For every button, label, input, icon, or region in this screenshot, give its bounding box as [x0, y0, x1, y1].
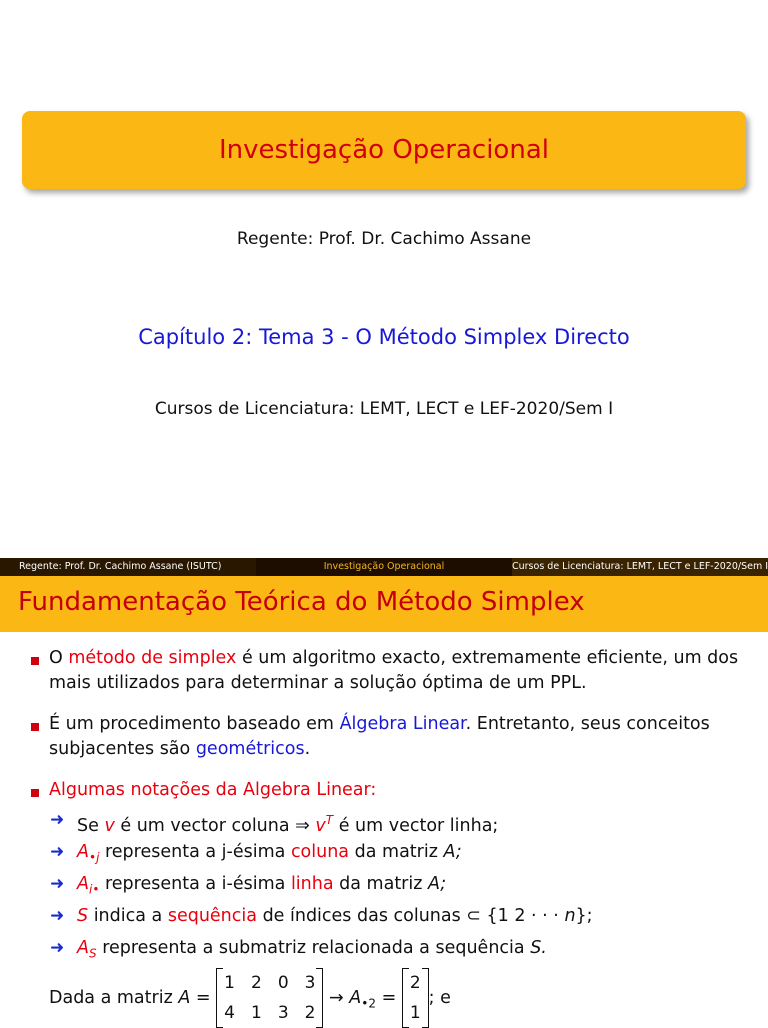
notation-transpose: Se v é um vector coluna ⇒ $v^T$ é um vector linha;	[77, 813, 499, 836]
bullet-2-line-1: É um procedimento baseado em Álgebra Linear. Entretanto, seus conceitos	[49, 714, 710, 734]
slide-content	[0, 632, 768, 1024]
matrix-example: Dada a matriz A = 1 2 0 3 4 1 3 2 → $A_{•2}$ = 2 1 ; e	[49, 968, 451, 1028]
chapter-title: Capítulo 2: Tema 3 - O Método Simplex Directo	[138, 325, 630, 349]
frame-title-bar	[0, 576, 768, 632]
matrix-a-cell: 3	[304, 973, 316, 993]
matrix-a-cell: 0	[277, 973, 289, 993]
bullet-square-icon	[31, 723, 39, 731]
arrow-right-icon: ➜	[50, 874, 65, 894]
column-vector-cell: 2	[409, 973, 421, 993]
notation-sequence: S indica a sequência de índices das colunas ⊂ {1 2 · · · n};	[77, 906, 593, 926]
matrix-a-cell: 3	[277, 1003, 289, 1023]
arrow-right-icon: ➜	[50, 938, 65, 958]
matrix-a-cell: 4	[224, 1003, 235, 1023]
courses-line: Cursos de Licenciatura: LEMT, LECT e LEF-2020/Sem I	[154, 399, 614, 419]
bullet-1-line-1: O método de simplex é um algoritmo exacto, extremamente eficiente, um dos	[49, 648, 739, 668]
frame-title: Fundamentação Teórica do Método Simplex	[18, 587, 585, 617]
bullet-1-line-2: mais utilizados para determinar a solução óptima de um PPL.	[49, 673, 587, 693]
matrix-a-cell: 1	[224, 973, 235, 993]
lecturer-line: Regente: Prof. Dr. Cachimo Assane	[236, 229, 532, 249]
simplex-method-term: método de simplex	[68, 648, 237, 668]
notation-submatrix: $A_S$ representa a submatriz relacionada a sequência S.	[77, 938, 547, 961]
column-vector-cell: 1	[409, 1003, 421, 1023]
notation-column: $A_{•j}$ representa a j-ésima coluna da matriz A;	[77, 842, 462, 865]
arrow-right-icon: ➜	[50, 906, 65, 926]
footer-author: Regente: Prof. Dr. Cachimo Assane (ISUTC)	[0, 558, 256, 576]
matrix-a-cell: 2	[250, 973, 262, 993]
column-vector	[402, 968, 429, 1028]
matrix-a-cell: 1	[250, 1003, 262, 1023]
geometric-term: geométricos	[195, 739, 305, 759]
arrow-right-icon: ➜	[50, 842, 65, 862]
bullet-square-icon	[31, 789, 39, 797]
footer-courses: Cursos de Licenciatura: LEMT, LECT e LEF-2020/Sem I	[512, 558, 768, 576]
footer-title: Investigação Operacional	[256, 558, 512, 576]
title-banner	[22, 111, 746, 189]
bullet-square-icon	[31, 657, 39, 665]
notation-row: $A_{i•}$ representa a i-ésima linha da matriz A;	[77, 874, 447, 897]
linear-algebra-term: Álgebra Linear	[339, 714, 466, 734]
matrix-a	[216, 968, 323, 1028]
presentation-title: Investigação Operacional	[219, 135, 549, 165]
slide-footer	[0, 558, 768, 576]
bullet-3-heading: Algumas notações da Algebra Linear:	[49, 780, 377, 800]
arrow-right-icon: ➜	[50, 810, 65, 830]
bullet-2-line-2: subjacentes são geométricos.	[49, 739, 311, 759]
matrix-a-cell: 2	[304, 1003, 316, 1023]
